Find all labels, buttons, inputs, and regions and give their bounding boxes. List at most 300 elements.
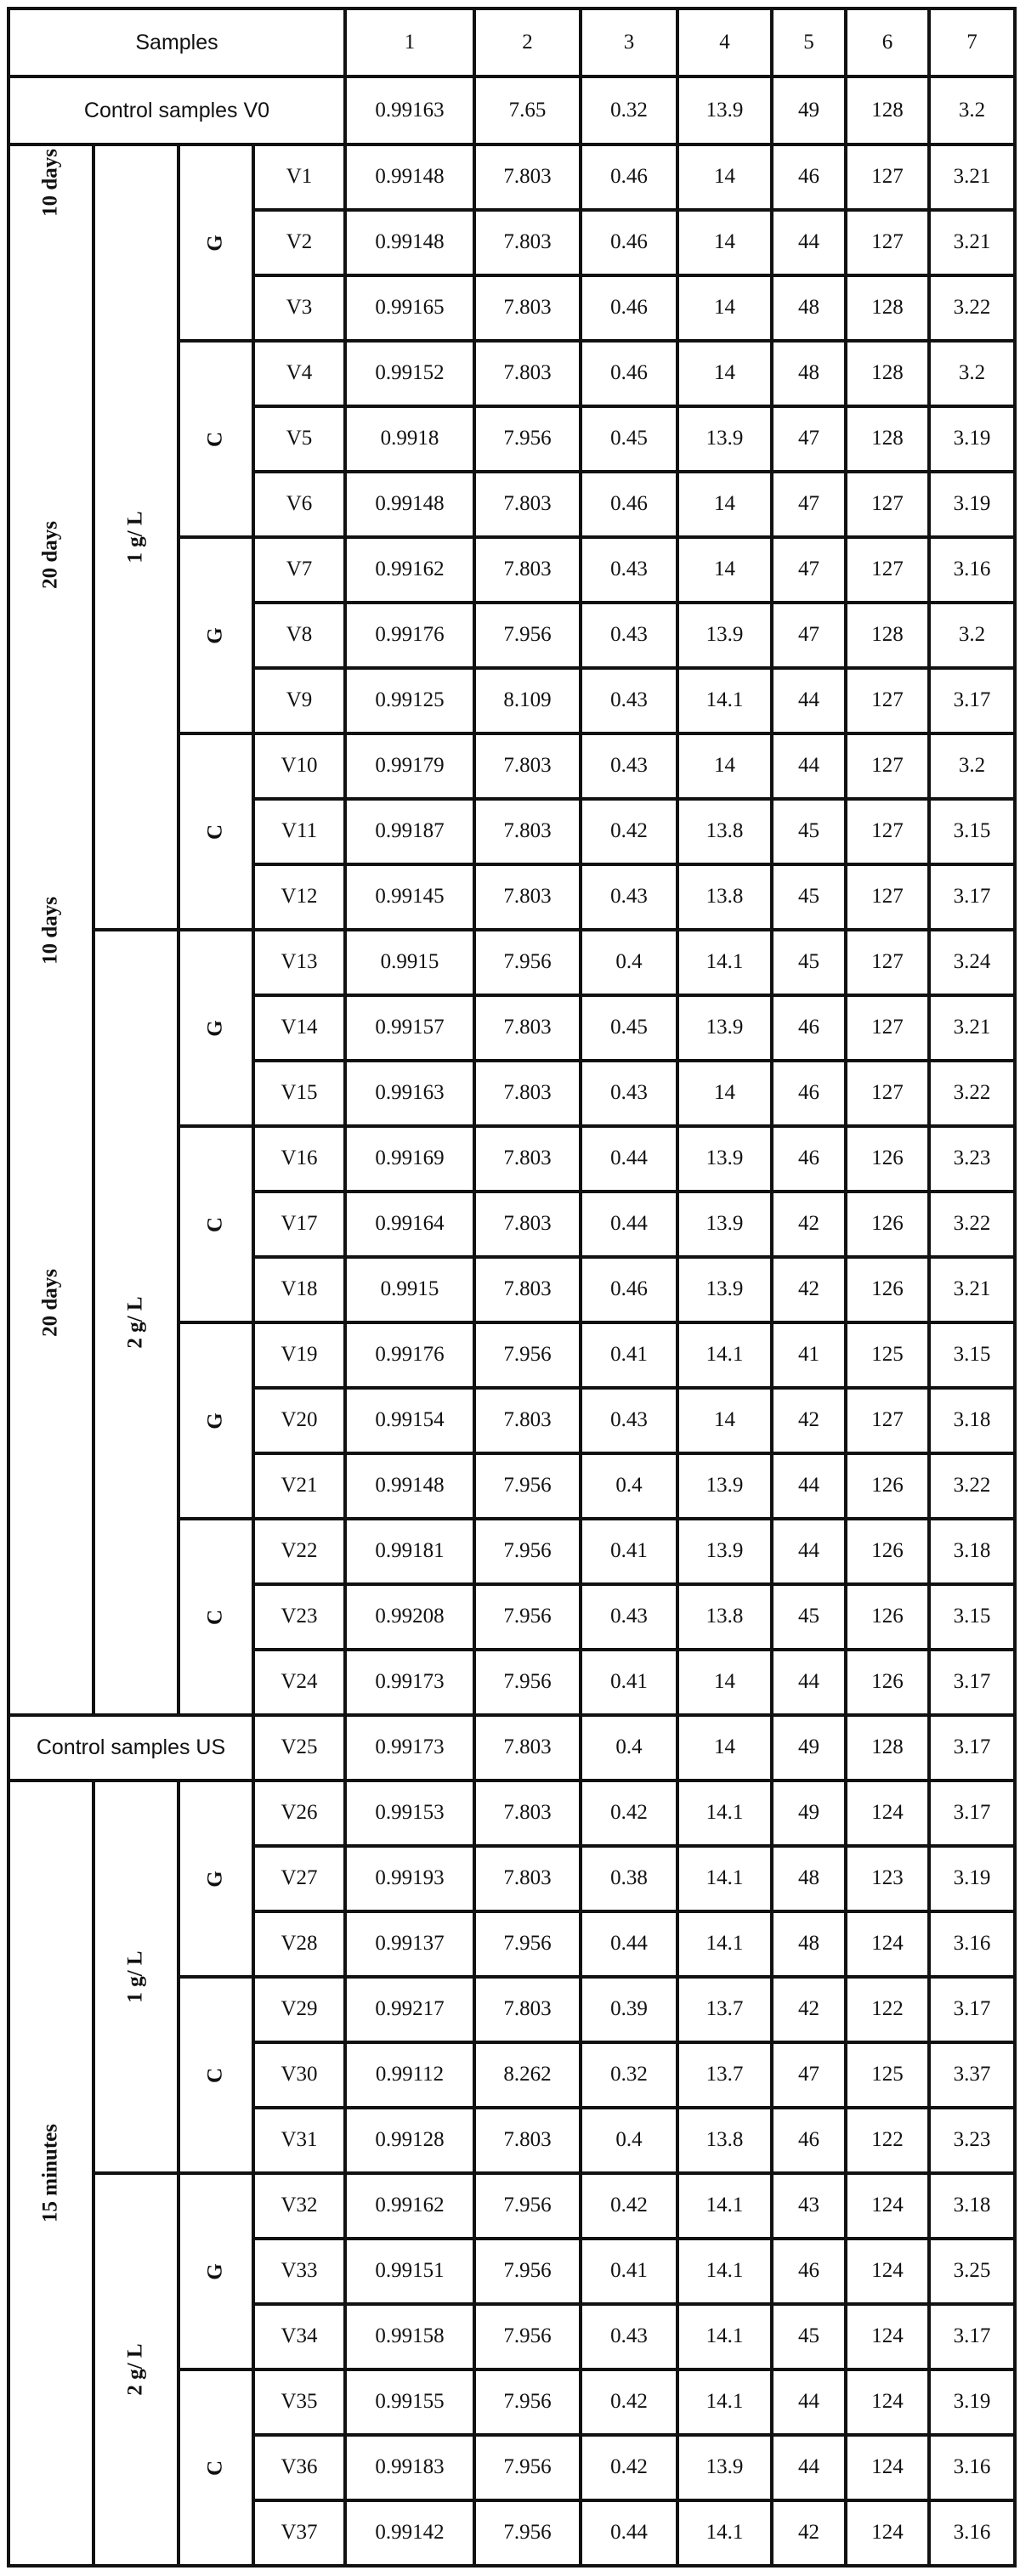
table-cell: 3.2 (929, 603, 1015, 668)
duration-label: 10 days (38, 897, 62, 965)
table-cell: 0.99183 (345, 2435, 474, 2500)
control-v0-row (8, 76, 1015, 144)
group-label (178, 2369, 253, 2566)
concentration-text: 2 g/ L (123, 2343, 147, 2396)
sample-id: V30 (253, 2042, 345, 2108)
table-cell: 3.18 (929, 1519, 1015, 1584)
table-cell: 127 (846, 668, 929, 733)
group-text: C (203, 1609, 227, 1625)
control-us-label: Control samples US (8, 1715, 253, 1781)
sample-id: V10 (253, 733, 345, 799)
table-cell: 13.9 (677, 603, 772, 668)
table-cell: 45 (772, 1584, 846, 1650)
header-row (8, 8, 1015, 76)
table-cell: 46 (772, 995, 846, 1061)
table-cell: 45 (772, 2304, 846, 2369)
group-text: C (203, 1216, 227, 1232)
table-cell: 7.803 (474, 1192, 581, 1257)
table-cell: 127 (846, 1388, 929, 1453)
table-cell: 124 (846, 1781, 929, 1846)
sample-id: V8 (253, 603, 345, 668)
table-cell: 0.42 (581, 1781, 677, 1846)
table-cell: 8.262 (474, 2042, 581, 2108)
table-cell: 0.43 (581, 603, 677, 668)
sample-id: V34 (253, 2304, 345, 2369)
table-cell: 0.43 (581, 537, 677, 603)
concentration-label (94, 930, 178, 1715)
table-cell: 7.803 (474, 799, 581, 864)
table-cell: 14 (677, 341, 772, 406)
table-cell: 0.99125 (345, 668, 474, 733)
group-text: C (203, 2067, 227, 2083)
table-cell: 14.1 (677, 1846, 772, 1911)
table-cell: 0.41 (581, 2239, 677, 2304)
table-cell: 44 (772, 733, 846, 799)
table-cell: 127 (846, 537, 929, 603)
sample-id: V37 (253, 2500, 345, 2566)
table-cell: 7.956 (474, 2500, 581, 2566)
group-label (178, 1781, 253, 1977)
table-cell: 44 (772, 210, 846, 275)
group-text: C (203, 431, 227, 447)
table-cell: 127 (846, 864, 929, 930)
table-cell: 3.16 (929, 2435, 1015, 2500)
table-cell: 0.99142 (345, 2500, 474, 2566)
concentration-label (94, 144, 178, 930)
duration-label: 15 minutes (38, 2124, 62, 2222)
table-cell: 44 (772, 1453, 846, 1519)
table-cell: 13.9 (677, 1192, 772, 1257)
table-cell: 3.23 (929, 2108, 1015, 2173)
sample-id: V29 (253, 1977, 345, 2042)
table-cell: 0.44 (581, 1126, 677, 1192)
table-cell: 0.43 (581, 668, 677, 733)
table-cell: 7.956 (474, 406, 581, 472)
table-cell: 14.1 (677, 930, 772, 995)
table-cell: 122 (846, 2108, 929, 2173)
group-label (178, 2173, 253, 2369)
table-cell: 0.99187 (345, 799, 474, 864)
table-cell: 46 (772, 1061, 846, 1126)
table-cell: 14 (677, 1715, 772, 1781)
duration-label-days-block (8, 144, 94, 1715)
table-cell: 3.22 (929, 275, 1015, 341)
table-cell: 0.99148 (345, 210, 474, 275)
table-cell: 0.99148 (345, 1453, 474, 1519)
table-cell: 128 (846, 603, 929, 668)
table-cell: 49 (772, 1781, 846, 1846)
table-cell: 14.1 (677, 2500, 772, 2566)
table-cell: 13.9 (677, 995, 772, 1061)
table-cell: 7.803 (474, 1846, 581, 1911)
table-cell: 14 (677, 210, 772, 275)
sample-id: V24 (253, 1650, 345, 1715)
table-cell: 3.22 (929, 1192, 1015, 1257)
table-cell: 0.41 (581, 1519, 677, 1584)
table-cell: 128 (846, 341, 929, 406)
table-cell: 7.956 (474, 1322, 581, 1388)
table-cell: 0.99208 (345, 1584, 474, 1650)
table-row (8, 1715, 1015, 1781)
table-cell: 45 (772, 930, 846, 995)
duration-labels (10, 146, 92, 1713)
table-cell: 0.99193 (345, 1846, 474, 1911)
table-cell: 49 (772, 76, 846, 144)
table-cell: 127 (846, 144, 929, 210)
table-cell: 126 (846, 1453, 929, 1519)
table-cell: 46 (772, 2108, 846, 2173)
table-cell: 0.46 (581, 210, 677, 275)
table-cell: 3.2 (929, 733, 1015, 799)
table-cell: 42 (772, 2500, 846, 2566)
table-cell: 0.44 (581, 1192, 677, 1257)
duration-label: 20 days (38, 1269, 62, 1337)
table-cell: 7.956 (474, 930, 581, 995)
sample-id: V9 (253, 668, 345, 733)
table-cell: 3.21 (929, 210, 1015, 275)
table-cell: 7.803 (474, 275, 581, 341)
table-cell: 7.956 (474, 2304, 581, 2369)
control-v0-label: Control samples V0 (8, 76, 345, 144)
table-cell: 0.42 (581, 2173, 677, 2239)
table-cell: 124 (846, 2369, 929, 2435)
table-cell: 0.42 (581, 2369, 677, 2435)
table-cell: 0.39 (581, 1977, 677, 2042)
table-cell: 127 (846, 995, 929, 1061)
table-cell: 3.17 (929, 1715, 1015, 1781)
sample-id: V15 (253, 1061, 345, 1126)
group-text: C (203, 2460, 227, 2476)
table-cell: 3.16 (929, 537, 1015, 603)
table-cell: 0.99157 (345, 995, 474, 1061)
results-table (7, 7, 1017, 2568)
table-cell: 3.17 (929, 1650, 1015, 1715)
sample-id: V21 (253, 1453, 345, 1519)
table-cell: 47 (772, 603, 846, 668)
table-cell: 14.1 (677, 1322, 772, 1388)
table-cell: 7.956 (474, 603, 581, 668)
table-cell: 0.45 (581, 406, 677, 472)
table-cell: 124 (846, 2173, 929, 2239)
table-cell: 3.16 (929, 2500, 1015, 2566)
table-cell: 14 (677, 472, 772, 537)
table-cell: 0.44 (581, 2500, 677, 2566)
table-cell: 49 (772, 1715, 846, 1781)
table-cell: 0.99165 (345, 275, 474, 341)
table-cell: 14 (677, 275, 772, 341)
concentration-text: 1 g/ L (123, 511, 147, 563)
table-cell: 0.99162 (345, 537, 474, 603)
table-cell: 7.803 (474, 537, 581, 603)
table-cell: 123 (846, 1846, 929, 1911)
table-cell: 42 (772, 1192, 846, 1257)
table-cell: 0.43 (581, 733, 677, 799)
table-cell: 3.19 (929, 2369, 1015, 2435)
table-cell: 14.1 (677, 668, 772, 733)
table-cell: 3.17 (929, 668, 1015, 733)
table-cell: 14 (677, 733, 772, 799)
table-cell: 41 (772, 1322, 846, 1388)
column-header: 2 (474, 8, 581, 76)
table-cell: 7.956 (474, 1453, 581, 1519)
table-cell: 14.1 (677, 2239, 772, 2304)
table-cell: 7.956 (474, 1650, 581, 1715)
table-cell: 124 (846, 1911, 929, 1977)
table-cell: 3.15 (929, 1322, 1015, 1388)
table-cell: 3.17 (929, 1781, 1015, 1846)
table-cell: 124 (846, 2435, 929, 2500)
table-cell: 0.9915 (345, 930, 474, 995)
table-cell: 14 (677, 537, 772, 603)
table-cell: 14.1 (677, 2369, 772, 2435)
table-cell: 7.956 (474, 2369, 581, 2435)
sample-id: V3 (253, 275, 345, 341)
table-cell: 0.46 (581, 472, 677, 537)
table-cell: 0.99163 (345, 1061, 474, 1126)
table-cell: 14.1 (677, 1911, 772, 1977)
table-cell: 48 (772, 275, 846, 341)
table-cell: 14 (677, 1650, 772, 1715)
table-cell: 0.99112 (345, 2042, 474, 2108)
table-cell: 0.38 (581, 1846, 677, 1911)
group-text: G (203, 1019, 227, 1037)
table-cell: 13.9 (677, 1257, 772, 1322)
sample-id: V5 (253, 406, 345, 472)
table-cell: 0.45 (581, 995, 677, 1061)
table-cell: 44 (772, 1519, 846, 1584)
sample-id: V25 (253, 1715, 345, 1781)
table-cell: 124 (846, 2304, 929, 2369)
group-text: G (203, 1412, 227, 1430)
table-cell: 0.99176 (345, 603, 474, 668)
duration-label: 20 days (38, 521, 62, 589)
group-label (178, 733, 253, 930)
table-cell: 0.46 (581, 144, 677, 210)
table-cell: 13.7 (677, 1977, 772, 2042)
table-cell: 8.109 (474, 668, 581, 733)
table-row (8, 2173, 1015, 2239)
table-cell: 126 (846, 1126, 929, 1192)
table-cell: 13.9 (677, 76, 772, 144)
table-cell: 14 (677, 1061, 772, 1126)
table-cell: 3.22 (929, 1061, 1015, 1126)
table-cell: 13.8 (677, 2108, 772, 2173)
table-cell: 14.1 (677, 2304, 772, 2369)
table-cell: 0.43 (581, 1388, 677, 1453)
table-cell: 3.22 (929, 1453, 1015, 1519)
table-cell: 44 (772, 2435, 846, 2500)
group-label (178, 1977, 253, 2173)
table-cell: 0.41 (581, 1322, 677, 1388)
sample-id: V18 (253, 1257, 345, 1322)
sample-id: V7 (253, 537, 345, 603)
table-cell: 7.956 (474, 1911, 581, 1977)
concentration-label (94, 2173, 178, 2566)
table-cell: 42 (772, 1388, 846, 1453)
table-cell: 48 (772, 1846, 846, 1911)
table-cell: 7.956 (474, 1519, 581, 1584)
sample-id: V14 (253, 995, 345, 1061)
table-cell: 7.803 (474, 1977, 581, 2042)
table-cell: 127 (846, 733, 929, 799)
table-cell: 3.37 (929, 2042, 1015, 2108)
table-cell: 13.9 (677, 2435, 772, 2500)
sample-id: V33 (253, 2239, 345, 2304)
table-cell: 48 (772, 1911, 846, 1977)
sample-id: V17 (253, 1192, 345, 1257)
sample-id: V13 (253, 930, 345, 995)
table-cell: 7.956 (474, 2435, 581, 2500)
table-cell: 127 (846, 799, 929, 864)
column-header: 6 (846, 8, 929, 76)
table-cell: 127 (846, 930, 929, 995)
table-cell: 126 (846, 1257, 929, 1322)
sample-id: V28 (253, 1911, 345, 1977)
table-cell: 3.19 (929, 1846, 1015, 1911)
column-header: 3 (581, 8, 677, 76)
column-header: 5 (772, 8, 846, 76)
group-text: G (203, 626, 227, 644)
table-cell: 7.803 (474, 1781, 581, 1846)
table-cell: 0.99179 (345, 733, 474, 799)
table-cell: 127 (846, 210, 929, 275)
sample-id: V23 (253, 1584, 345, 1650)
sample-id: V22 (253, 1519, 345, 1584)
sample-id: V16 (253, 1126, 345, 1192)
table-cell: 0.99148 (345, 144, 474, 210)
table-cell: 0.9915 (345, 1257, 474, 1322)
table-cell: 47 (772, 2042, 846, 2108)
group-label (178, 537, 253, 733)
duration-label-minutes (8, 1781, 94, 2566)
table-cell: 46 (772, 144, 846, 210)
table-cell: 0.99151 (345, 2239, 474, 2304)
table-cell: 3.24 (929, 930, 1015, 995)
group-label (178, 341, 253, 537)
table-cell: 3.19 (929, 406, 1015, 472)
sample-id: V27 (253, 1846, 345, 1911)
table-cell: 7.803 (474, 2108, 581, 2173)
table-cell: 0.46 (581, 1257, 677, 1322)
table-cell: 7.956 (474, 2173, 581, 2239)
table-cell: 126 (846, 1650, 929, 1715)
table-cell: 0.46 (581, 275, 677, 341)
table-cell: 0.43 (581, 2304, 677, 2369)
table-cell: 3.25 (929, 2239, 1015, 2304)
table-cell: 0.99163 (345, 76, 474, 144)
group-text: C (203, 824, 227, 840)
sample-id: V12 (253, 864, 345, 930)
table-cell: 127 (846, 1061, 929, 1126)
group-text: G (203, 234, 227, 252)
table-cell: 3.18 (929, 1388, 1015, 1453)
table-cell: 128 (846, 275, 929, 341)
table-cell: 127 (846, 472, 929, 537)
table-cell: 0.43 (581, 864, 677, 930)
table-cell: 0.32 (581, 76, 677, 144)
table-cell: 3.18 (929, 2173, 1015, 2239)
table-cell: 0.99162 (345, 2173, 474, 2239)
table-cell: 3.21 (929, 1257, 1015, 1322)
column-header: 4 (677, 8, 772, 76)
table-cell: 128 (846, 406, 929, 472)
table-cell: 0.42 (581, 2435, 677, 2500)
table-cell: 46 (772, 2239, 846, 2304)
table-cell: 0.99148 (345, 472, 474, 537)
table-cell: 0.4 (581, 1453, 677, 1519)
group-label (178, 1126, 253, 1322)
table-cell: 45 (772, 864, 846, 930)
group-text: G (203, 2262, 227, 2280)
table-cell: 0.99137 (345, 1911, 474, 1977)
table-cell: 13.8 (677, 864, 772, 930)
table-cell: 7.803 (474, 1061, 581, 1126)
table-row (8, 930, 1015, 995)
table-cell: 7.956 (474, 2239, 581, 2304)
table-cell: 125 (846, 2042, 929, 2108)
table-cell: 7.803 (474, 210, 581, 275)
table-cell: 0.99164 (345, 1192, 474, 1257)
group-label (178, 144, 253, 341)
group-label (178, 1519, 253, 1715)
table-cell: 7.803 (474, 144, 581, 210)
table-cell: 42 (772, 1977, 846, 2042)
table-cell: 126 (846, 1192, 929, 1257)
table-cell: 3.19 (929, 472, 1015, 537)
sample-id: V36 (253, 2435, 345, 2500)
table-cell: 3.17 (929, 1977, 1015, 2042)
sample-id: V35 (253, 2369, 345, 2435)
table-cell: 0.43 (581, 1061, 677, 1126)
table-cell: 0.99181 (345, 1519, 474, 1584)
table-cell: 47 (772, 537, 846, 603)
table-cell: 0.44 (581, 1911, 677, 1977)
table-cell: 44 (772, 1650, 846, 1715)
table-cell: 48 (772, 341, 846, 406)
table-cell: 0.9918 (345, 406, 474, 472)
table-cell: 13.9 (677, 1519, 772, 1584)
table-cell: 13.9 (677, 1126, 772, 1192)
table-cell: 125 (846, 1322, 929, 1388)
samples-header: Samples (8, 8, 345, 76)
concentration-text: 1 g/ L (123, 1950, 147, 2003)
table-cell: 0.99217 (345, 1977, 474, 2042)
table-cell: 122 (846, 1977, 929, 2042)
table-cell: 0.4 (581, 1715, 677, 1781)
sample-id: V20 (253, 1388, 345, 1453)
table-cell: 0.99153 (345, 1781, 474, 1846)
table-cell: 46 (772, 1126, 846, 1192)
table-cell: 0.43 (581, 1584, 677, 1650)
sample-id: V1 (253, 144, 345, 210)
table-cell: 3.15 (929, 1584, 1015, 1650)
table-cell: 7.803 (474, 1388, 581, 1453)
table-cell: 14 (677, 144, 772, 210)
sample-id: V26 (253, 1781, 345, 1846)
table-cell: 7.65 (474, 76, 581, 144)
table-cell: 43 (772, 2173, 846, 2239)
concentration-text: 2 g/ L (123, 1296, 147, 1349)
column-header: 1 (345, 8, 474, 76)
table-cell: 128 (846, 1715, 929, 1781)
table-cell: 13.8 (677, 799, 772, 864)
table-cell: 3.17 (929, 2304, 1015, 2369)
table-cell: 14.1 (677, 2173, 772, 2239)
sample-id: V11 (253, 799, 345, 864)
table-cell: 0.99169 (345, 1126, 474, 1192)
table-cell: 0.99152 (345, 341, 474, 406)
sample-id: V19 (253, 1322, 345, 1388)
